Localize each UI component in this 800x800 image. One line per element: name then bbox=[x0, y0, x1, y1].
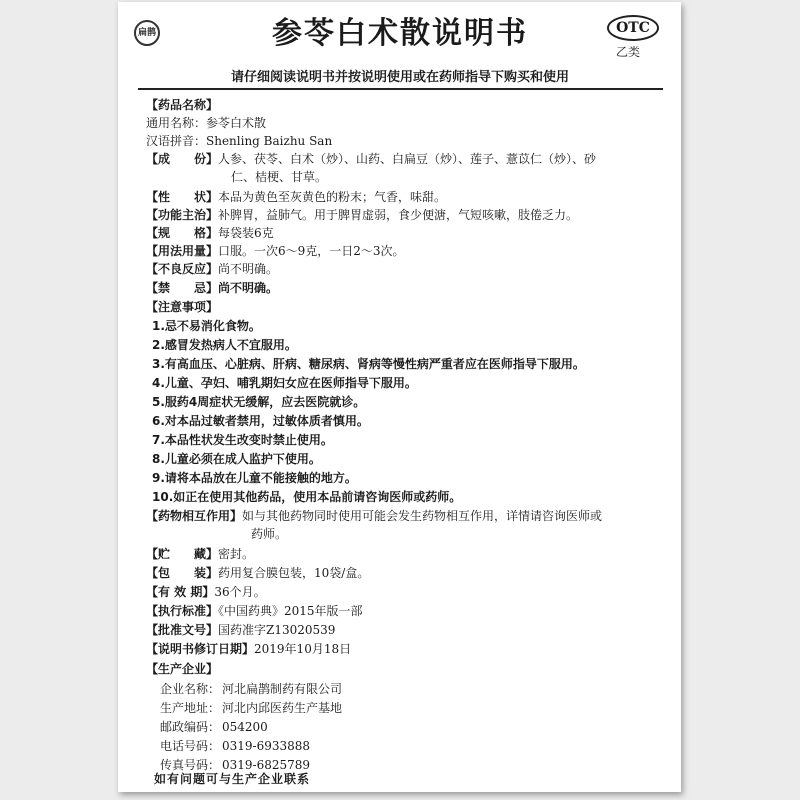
storage-row bbox=[146, 545, 666, 563]
standard-label: 【执行标准】 bbox=[146, 604, 219, 618]
approval-row bbox=[146, 621, 666, 639]
validity-label: 【有 效 期】 bbox=[146, 585, 215, 599]
precaution-item: 9.请将本品放在儿童不能接触的地方。 bbox=[152, 471, 357, 485]
indications-row bbox=[146, 206, 666, 224]
otc-badge: OTC bbox=[607, 15, 659, 41]
contraindications-row bbox=[146, 279, 666, 297]
packaging-value: 药用复合膜包装，10袋/盒。 bbox=[218, 566, 370, 580]
dosage-row bbox=[146, 242, 666, 260]
manufacturer-logo: 扁鹊 bbox=[134, 20, 160, 46]
section-manufacturer: 【生产企业】 bbox=[146, 662, 219, 676]
precaution-item: 1.忌不易消化食物。 bbox=[152, 319, 261, 333]
usage-notice: 请仔细阅读说明书并按说明使用或在药师指导下购买和使用 bbox=[230, 70, 569, 85]
adverse-row bbox=[146, 260, 666, 278]
contraindications-value: 尚不明确。 bbox=[218, 281, 279, 295]
validity-row bbox=[146, 583, 666, 601]
precaution-item: 2.感冒发热病人不宜服用。 bbox=[152, 338, 297, 352]
field-value: 054200 bbox=[222, 720, 268, 734]
field-value: 0319-6933888 bbox=[222, 739, 311, 753]
precaution-item: 4.儿童、孕妇、哺乳期妇女应在医师指导下服用。 bbox=[152, 376, 417, 390]
section-drug-name: 【药品名称】 bbox=[146, 98, 219, 112]
specification-row bbox=[146, 224, 666, 242]
ingredients-row bbox=[146, 150, 666, 168]
header-divider bbox=[138, 88, 663, 90]
storage-label: 【贮 藏】 bbox=[146, 547, 219, 561]
interactions-line2: 药师。 bbox=[251, 527, 288, 541]
dosage-value: 口服。一次6～9克，一日2～3次。 bbox=[218, 244, 405, 258]
manufacturer-field bbox=[160, 680, 343, 698]
standard-row bbox=[146, 602, 666, 620]
field-value: 河北扁鹊制药有限公司 bbox=[222, 682, 343, 696]
manufacturer-field bbox=[160, 699, 343, 717]
common-name: 通用名称：参苓白术散 bbox=[146, 116, 267, 130]
approval-label: 【批准文号】 bbox=[146, 623, 219, 637]
interactions-line1: 如与其他药物同时使用可能会发生药物相互作用，详情请咨询医师或 bbox=[242, 509, 603, 523]
otc-class-label: 乙类 bbox=[616, 45, 641, 59]
approval-value: 国药准字Z13020539 bbox=[218, 623, 336, 637]
indications-value: 补脾胃，益肺气。用于脾胃虚弱，食少便溏，气短咳嗽，肢倦乏力。 bbox=[218, 208, 579, 222]
properties-label: 【性 状】 bbox=[146, 190, 219, 204]
adverse-label: 【不良反应】 bbox=[146, 262, 219, 276]
field-label: 邮政编码： bbox=[160, 720, 221, 734]
interactions-label: 【药物相互作用】 bbox=[146, 509, 243, 523]
field-value: 河北内邱医药生产基地 bbox=[222, 701, 343, 715]
contact-footer: 如有问题可与生产企业联系 bbox=[154, 772, 311, 786]
manufacturer-field bbox=[160, 718, 268, 736]
precaution-item: 10.如正在使用其他药品，使用本品前请咨询医师或药师。 bbox=[152, 490, 462, 504]
ingredients-label: 【成 份】 bbox=[146, 152, 219, 166]
precaution-item: 7.本品性状发生改变时禁止使用。 bbox=[152, 433, 333, 447]
precaution-item: 6.对本品过敏者禁用，过敏体质者慎用。 bbox=[152, 414, 369, 428]
properties-value: 本品为黄色至灰黄色的粉末；气香，味甜。 bbox=[218, 190, 447, 204]
revision-value: 2019年10月18日 bbox=[254, 642, 352, 656]
page-title: 参苓白术散说明书 bbox=[272, 16, 528, 51]
packaging-row bbox=[146, 564, 666, 582]
ingredients-line2: 仁、桔梗、甘草。 bbox=[231, 170, 328, 184]
properties-row bbox=[146, 188, 666, 206]
contraindications-label: 【禁 忌】 bbox=[146, 281, 219, 295]
specification-label: 【规 格】 bbox=[146, 226, 219, 240]
revision-label: 【说明书修订日期】 bbox=[146, 642, 255, 656]
field-label: 传真号码： bbox=[160, 758, 221, 772]
standard-value: 《中国药典》2015年版一部 bbox=[218, 604, 363, 618]
indications-label: 【功能主治】 bbox=[146, 208, 219, 222]
specification-value: 每袋装6克 bbox=[218, 226, 274, 240]
ingredients-line1: 人参、茯苓、白术（炒）、山药、白扁豆（炒）、莲子、薏苡仁（炒）、砂 bbox=[218, 152, 597, 166]
manufacturer-field bbox=[160, 737, 311, 755]
precaution-item: 8.儿童必须在成人监护下使用。 bbox=[152, 452, 321, 466]
revision-row bbox=[146, 640, 666, 658]
dosage-label: 【用法用量】 bbox=[146, 244, 219, 258]
field-label: 生产地址： bbox=[160, 701, 221, 715]
pinyin-name: 汉语拼音：Shenling Baizhu San bbox=[146, 134, 333, 148]
field-value: 0319-6825789 bbox=[222, 758, 311, 772]
field-label: 企业名称： bbox=[160, 682, 221, 696]
interactions-row bbox=[146, 507, 666, 525]
precaution-item: 5.服药4周症状无缓解，应去医院就诊。 bbox=[152, 395, 366, 409]
field-label: 电话号码： bbox=[160, 739, 221, 753]
storage-value: 密封。 bbox=[218, 547, 255, 561]
packaging-label: 【包 装】 bbox=[146, 566, 219, 580]
precaution-item: 3.有高血压、心脏病、肝病、糖尿病、肾病等慢性病严重者应在医师指导下服用。 bbox=[152, 357, 585, 371]
section-precautions: 【注意事项】 bbox=[146, 300, 219, 314]
adverse-value: 尚不明确。 bbox=[218, 262, 279, 276]
validity-value: 36个月。 bbox=[214, 585, 266, 599]
